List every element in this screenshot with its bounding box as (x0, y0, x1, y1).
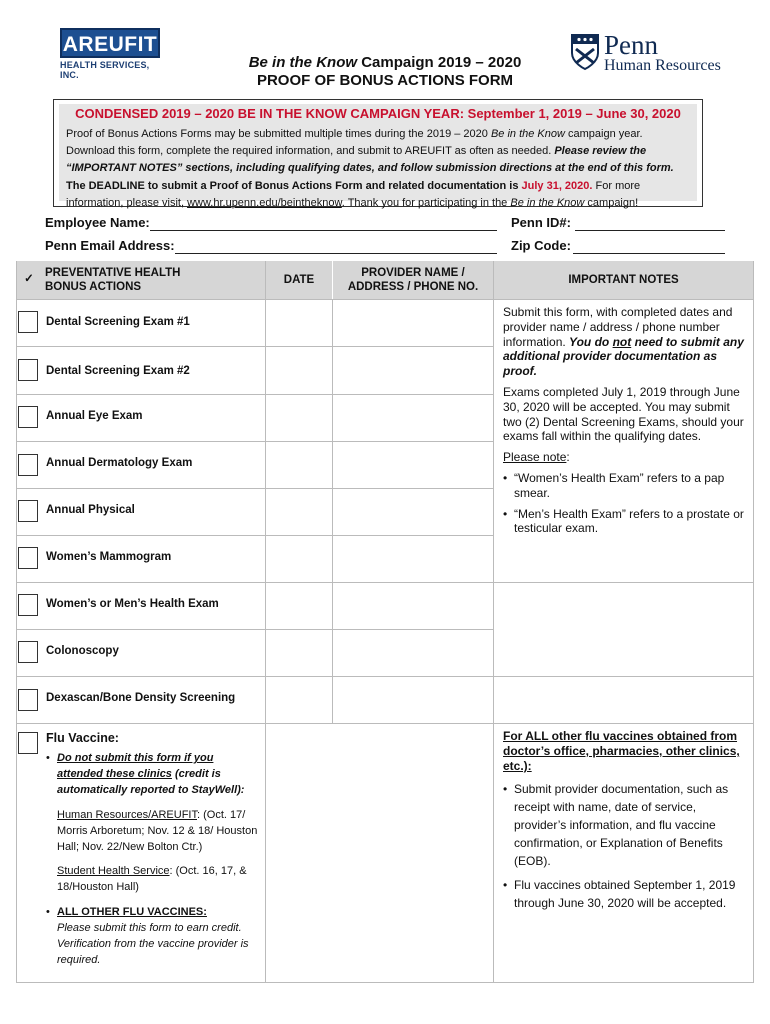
checkbox-physical[interactable] (18, 500, 38, 522)
table-row-divider (17, 676, 753, 677)
checkbox-dental-1[interactable] (18, 311, 38, 333)
checkbox-health-exam[interactable] (18, 594, 38, 616)
checkbox-dental-2[interactable] (18, 359, 38, 381)
penn-shield-icon (570, 33, 600, 71)
page-subtitle: PROOF OF BONUS ACTIONS FORM (256, 72, 514, 89)
penn-logo-department: Human Resources (604, 57, 721, 74)
areufit-logo: AREUFIT (60, 28, 160, 58)
date-column-header: DATE (283, 274, 315, 286)
table-divider (493, 261, 494, 983)
date-cell-dental-1[interactable] (266, 300, 332, 346)
penn-email-label: Penn Email Address: (45, 238, 175, 253)
penn-logo-name: Penn (604, 30, 658, 60)
table-row-divider (17, 394, 493, 395)
penn-email-field[interactable] (175, 239, 497, 254)
exam-important-notes: Submit this form, with completed dates and provider name / address / phone number information. You do not need to submit any additional provider documentation as proof. Exams completed July 1, 2019 through June 30, 2020 will be accepted. You may submit two (2) Dental Screening Exams, should your exams fall within the qualifying dates. Please note: • “Women’s Health Exam” refers to a pap smear. • “Men’s Health Exam” refers to a prostate or testicular exam. (503, 305, 748, 542)
flu-vaccine-instructions: • Do not submit this form if you attended these clinics (credit is automatically reported to StayWell): Human Resources/AREUFIT: (Oct. 17/ Morris Arboretum; Nov. 12 & 18/ Houston Hall; Nov. 22/New Bolton Ctr.) Student Health Service: (Oct. 16, 17, & 18/Houston Hall) • ALL OTHER FLU VACCINES: Please submit this form to earn credit. Verification from the vaccine provider is required. (46, 750, 261, 976)
item-dexascan: Dexascan/Bone Density Screening (46, 692, 236, 704)
item-dental-1: Dental Screening Exam #1 (46, 316, 190, 328)
checkbox-eye-exam[interactable] (18, 406, 38, 428)
item-dermatology: Annual Dermatology Exam (46, 457, 193, 469)
table-row-divider (17, 441, 493, 442)
campaign-notice-box (53, 99, 703, 207)
page-title: Be in the Know Campaign 2019 – 2020 (248, 54, 522, 71)
note-mens-health: • “Men’s Health Exam” refers to a prostate or testicular exam. (503, 507, 748, 537)
table-divider (332, 299, 333, 723)
item-physical: Annual Physical (46, 504, 135, 516)
item-flu-vaccine: Flu Vaccine: (46, 731, 119, 745)
item-colonoscopy: Colonoscopy (46, 645, 119, 657)
item-health-exam: Women’s or Men’s Health Exam (46, 598, 219, 610)
checkbox-colonoscopy[interactable] (18, 641, 38, 663)
flu-note-dates: • Flu vaccines obtained September 1, 2019 through June 30, 2020 will be accepted. (503, 876, 748, 912)
flu-important-notes: For ALL other flu vaccines obtained from doctor’s office, pharmacies, other clinics, etc.): • Submit provider documentation, such as receipt with name, date of service, provider’s information, and flu vaccine confirmation, or Explanation of Benefits (EOB). • Flu vaccines obtained September 1, 2019 through June 30, 2020 will be accepted. (503, 729, 748, 918)
notes-column-header: IMPORTANT NOTES (568, 274, 679, 286)
checkbox-dermatology[interactable] (18, 454, 38, 476)
employee-name-label: Employee Name: (45, 215, 150, 230)
provider-cell-dental-1[interactable] (333, 300, 493, 346)
table-row-divider (17, 582, 753, 583)
areufit-logo-subtitle: HEALTH SERVICES, INC. (60, 60, 150, 80)
table-divider (332, 261, 333, 299)
table-row-divider (17, 346, 493, 347)
item-dental-2: Dental Screening Exam #2 (46, 365, 190, 377)
penn-id-field[interactable] (575, 216, 725, 231)
checkbox-flu-vaccine[interactable] (18, 732, 38, 754)
notice-title: CONDENSED 2019 – 2020 BE IN THE KNOW CAMPAIGN YEAR: September 1, 2019 – June 30, 2020 (75, 106, 681, 121)
actions-column-header: PREVENTATIVE HEALTH BONUS ACTIONS (45, 267, 181, 293)
notice-body: Proof of Bonus Actions Forms may be submitted multiple times during the 2019 – 2020 Be in the Know campaign year. Download this form, complete the required information, and submit to AREUFIT as often as needed. Please review the “IMPORTANT NOTES” sections, including qualifying dates, and follow submission directions at the end of this form. The DEADLINE to submit a Proof of Bonus Actions Form and related documentation is July 31, 2020. For more information, please visit, www.hr.upenn.edu/beintheknow. Thank you for participating in the Be in the Know campaign! (66, 128, 674, 209)
table-row-divider (17, 629, 493, 630)
zip-code-field[interactable] (573, 239, 725, 254)
table-row-divider (17, 723, 753, 724)
note-womens-health: • “Women’s Health Exam” refers to a pap smear. (503, 471, 748, 501)
employee-name-field[interactable] (150, 216, 497, 231)
checkbox-dexascan[interactable] (18, 689, 38, 711)
table-divider (265, 261, 266, 983)
checkbox-mammogram[interactable] (18, 547, 38, 569)
provider-column-header: PROVIDER NAME / ADDRESS / PHONE NO. (347, 267, 479, 293)
beintheknow-link[interactable]: www.hr.upenn.edu/beintheknow (187, 196, 342, 209)
item-mammogram: Women’s Mammogram (46, 551, 172, 563)
penn-id-label: Penn ID#: (511, 215, 571, 230)
zip-code-label: Zip Code: (511, 238, 571, 253)
table-row-divider (17, 535, 493, 536)
flu-note-documentation: • Submit provider documentation, such as receipt with name, date of service, provider’s information, and flu vaccine confirmation, or Explanation of Benefits (EOB). (503, 780, 748, 870)
item-eye-exam: Annual Eye Exam (46, 410, 143, 422)
table-row-divider (17, 488, 493, 489)
check-column-icon: ✓ (24, 273, 34, 285)
